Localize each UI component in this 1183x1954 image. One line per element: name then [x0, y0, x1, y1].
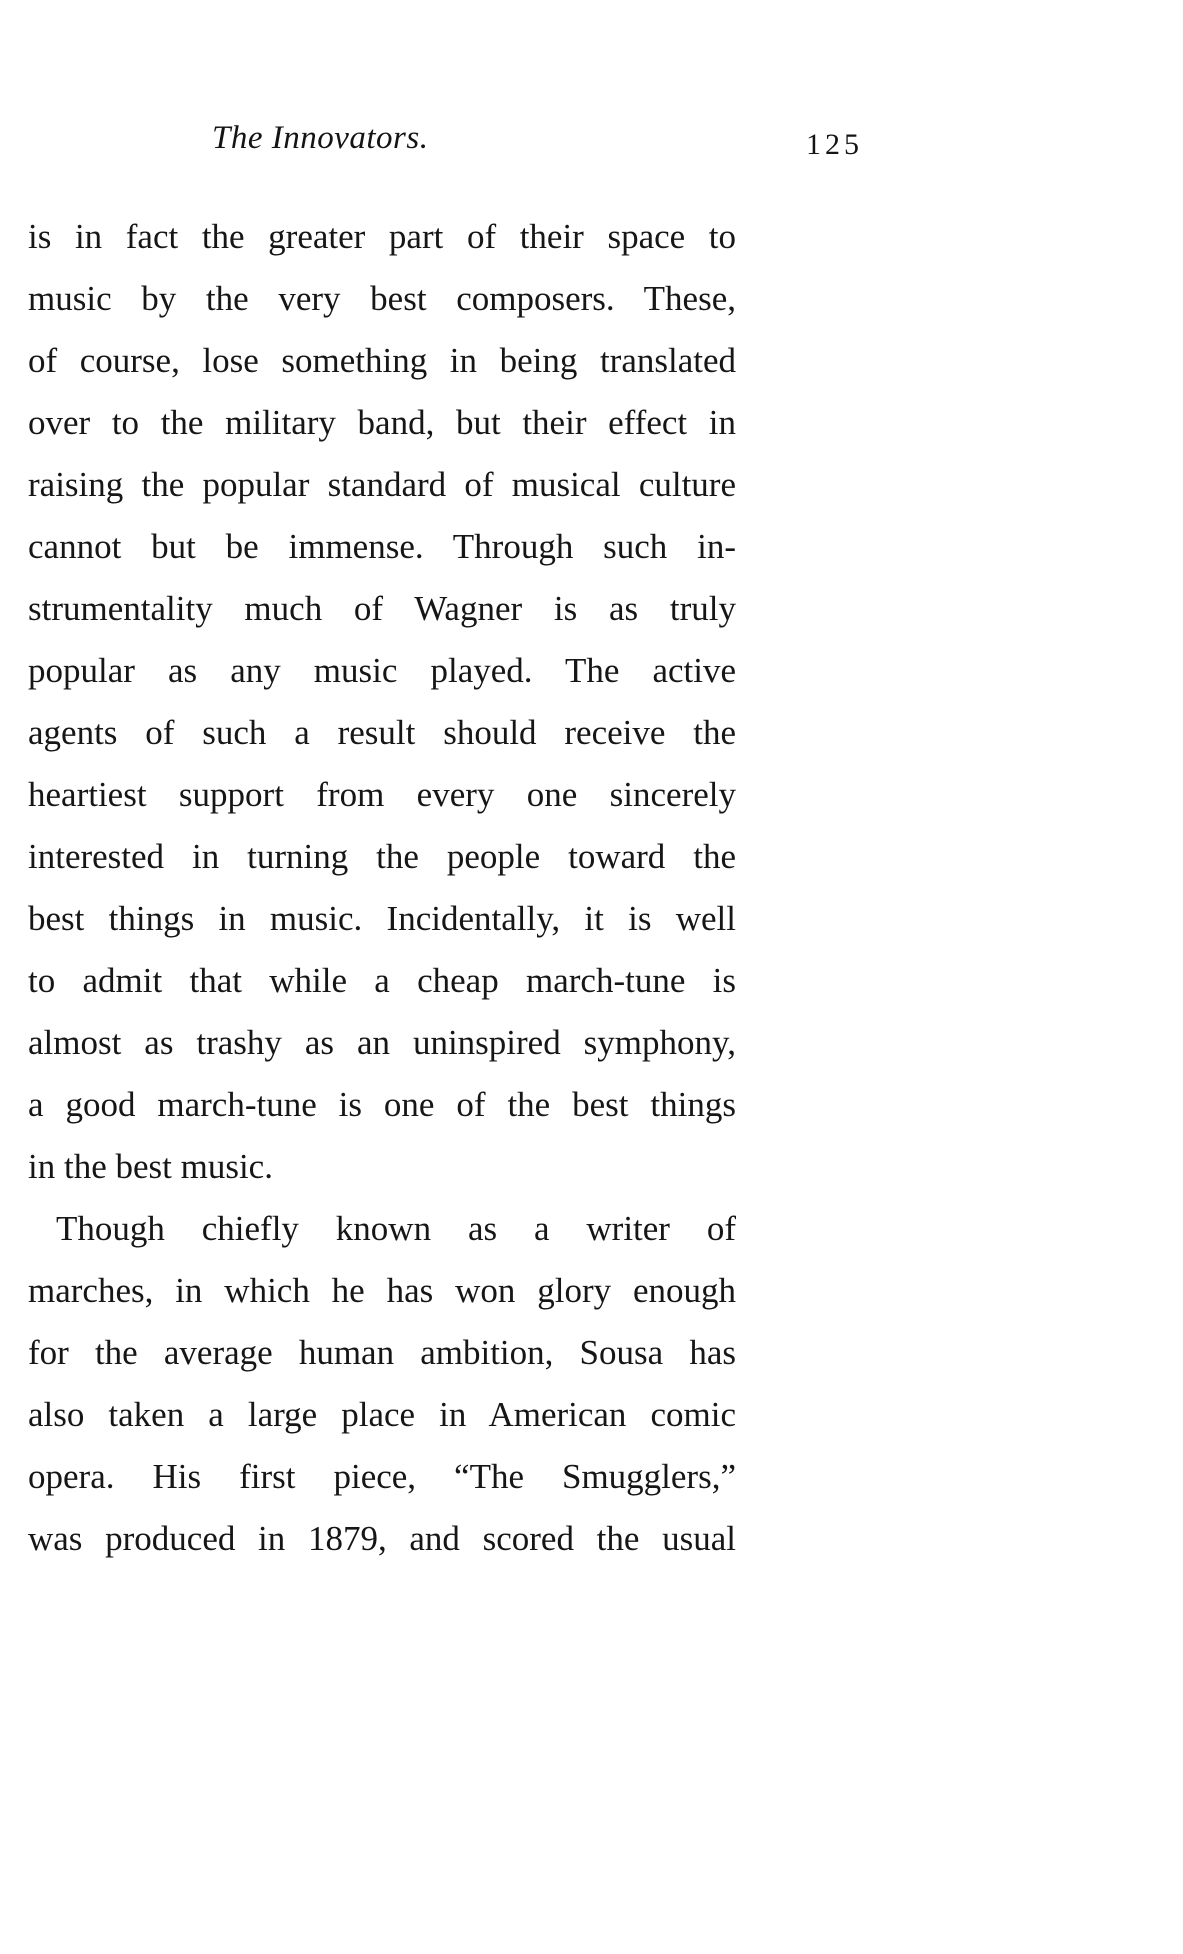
text-line: of course, lose something in being translated — [28, 341, 736, 380]
text-line: also taken a large place in American comic — [28, 1395, 736, 1434]
page-number: 125 — [806, 128, 863, 161]
text-line: is in fact the greater part of their space to — [28, 217, 736, 256]
text-line: best things in music. Incidentally, it is well — [28, 899, 736, 938]
text-line: for the average human ambition, Sousa has — [28, 1333, 736, 1372]
text-line: opera. His first piece, “The Smugglers,” — [28, 1457, 736, 1496]
text-line: was produced in 1879, and scored the usual — [28, 1519, 736, 1558]
text-line: Though chiefly known as a writer of — [56, 1209, 736, 1248]
paragraph — [28, 206, 736, 1198]
running-head-title: The Innovators. — [212, 120, 429, 156]
text-line: strumentality much of Wagner is as truly — [28, 589, 736, 628]
paragraph — [28, 1198, 736, 1570]
text-line: in the best music. — [28, 1147, 273, 1186]
text-line: popular as any music played. The active — [28, 651, 736, 690]
text-line: interested in turning the people toward the — [28, 837, 736, 876]
text-line: over to the military band, but their effect in — [28, 403, 736, 442]
text-line: raising the popular standard of musical culture — [28, 465, 736, 504]
text-line: almost as trashy as an uninspired symphony, — [28, 1023, 736, 1062]
page-body — [28, 206, 736, 1570]
text-line: a good march-tune is one of the best things — [28, 1085, 736, 1124]
text-line: marches, in which he has won glory enough — [28, 1271, 736, 1310]
text-line: heartiest support from every one sincerely — [28, 775, 736, 814]
text-line: to admit that while a cheap march-tune is — [28, 961, 736, 1000]
text-line: agents of such a result should receive the — [28, 713, 736, 752]
text-line: cannot but be immense. Through such in- — [28, 527, 736, 566]
text-line: music by the very best composers. These, — [28, 279, 736, 318]
